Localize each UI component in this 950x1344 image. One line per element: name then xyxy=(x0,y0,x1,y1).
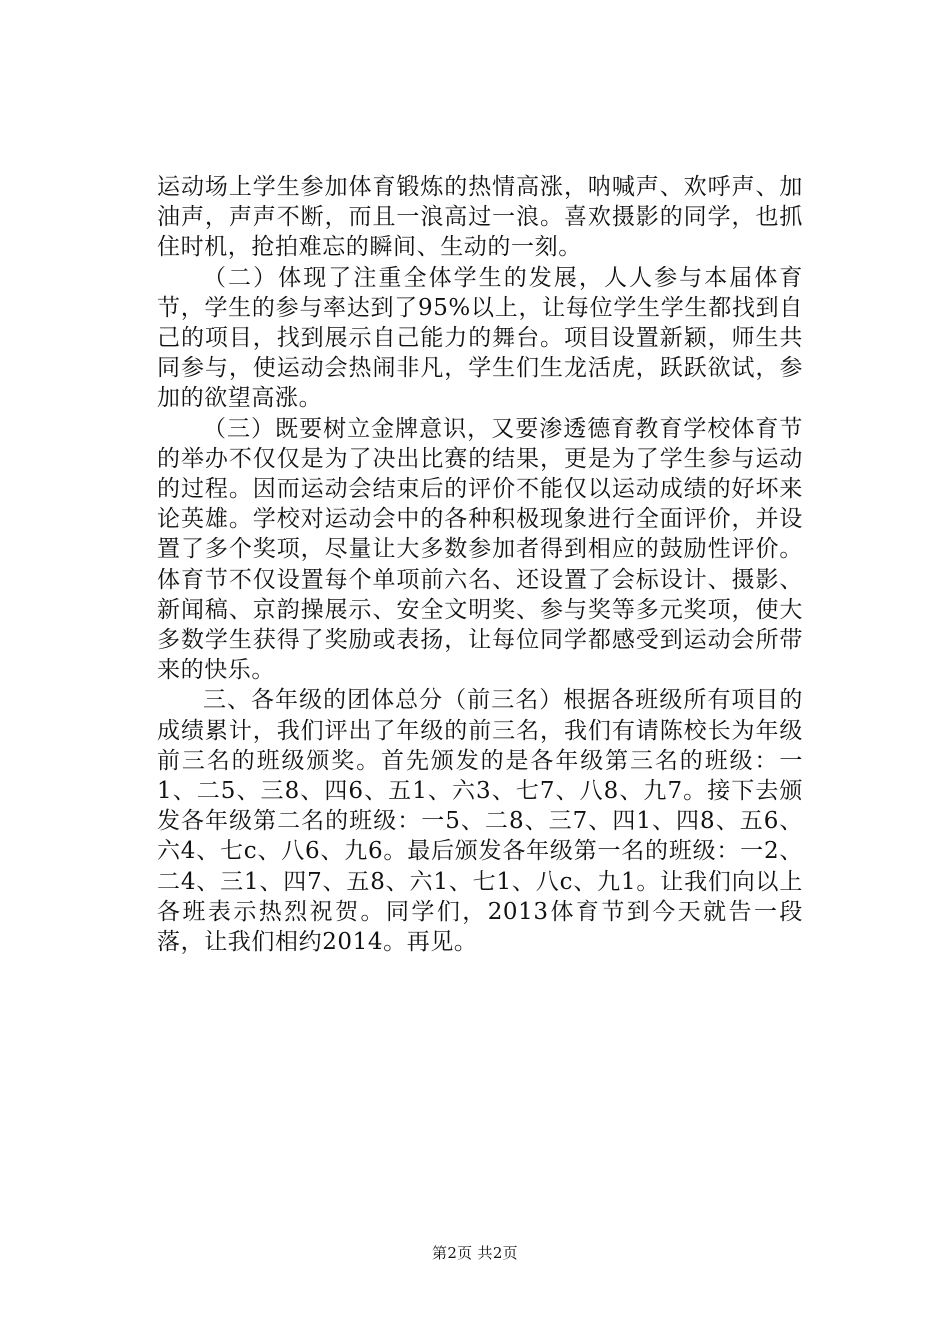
page-number-footer: 第2页 共2页 xyxy=(432,1244,518,1262)
paragraph-3: （三）既要树立金牌意识，又要渗透德育教育学校体育节的举办不仅仅是为了决出比赛的结果，更是为了学生参与运动的过程。因而运动会结束后的评价不能仅以运动成绩的好坏来论英雄。学校对运动会中的各种积极现象进行全面评价，并设置了多个奖项，尽量让大多数参加者得到相应的鼓励性评价。体育节不仅设置每个单项前六名、还设置了会标设计、摄影、新闻稿、京韵操展示、安全文明奖、参与奖等多元奖项，使大多数学生获得了奖励或表扬，让每位同学都感受到运动会所带来的快乐。 xyxy=(157,415,803,684)
paragraph-1: 运动场上学生参加体育锻炼的热情高涨，呐喊声、欢呼声、加油声，声声不断，而且一浪高过一浪。喜欢摄影的同学，也抓住时机，抢拍难忘的瞬间、生动的一刻。 xyxy=(157,174,803,261)
document-body xyxy=(157,172,803,957)
paragraph-4: 三、各年级的团体总分（前三名）根据各班级所有项目的成绩累计，我们评出了年级的前三名，我们有请陈校长为年级前三名的班级颁奖。首先颁发的是各年级第三名的班级：一1、二5、三8、四6、五1、六3、七7、八8、九7。接下去颁发各年级第二名的班级：一5、二8、三7、四1、四8、五6、六4、七c、八6、九6。最后颁发各年级第一名的班级：一2、二4、三1、四7、五8、六1、七1、八c、九1。让我们向以上各班表示热烈祝贺。同学们，2013体育节到今天就告一段落，让我们相约2014。再见。 xyxy=(157,687,803,956)
paragraph-2: （二）体现了注重全体学生的发展，人人参与本届体育节，学生的参与率达到了95%以上，让每位学生学生都找到自己的项目，找到展示自己能力的舞台。项目设置新颖，师生共同参与，使运动会热闹非凡，学生们生龙活虎，跃跃欲试，参加的欲望高涨。 xyxy=(157,264,803,412)
